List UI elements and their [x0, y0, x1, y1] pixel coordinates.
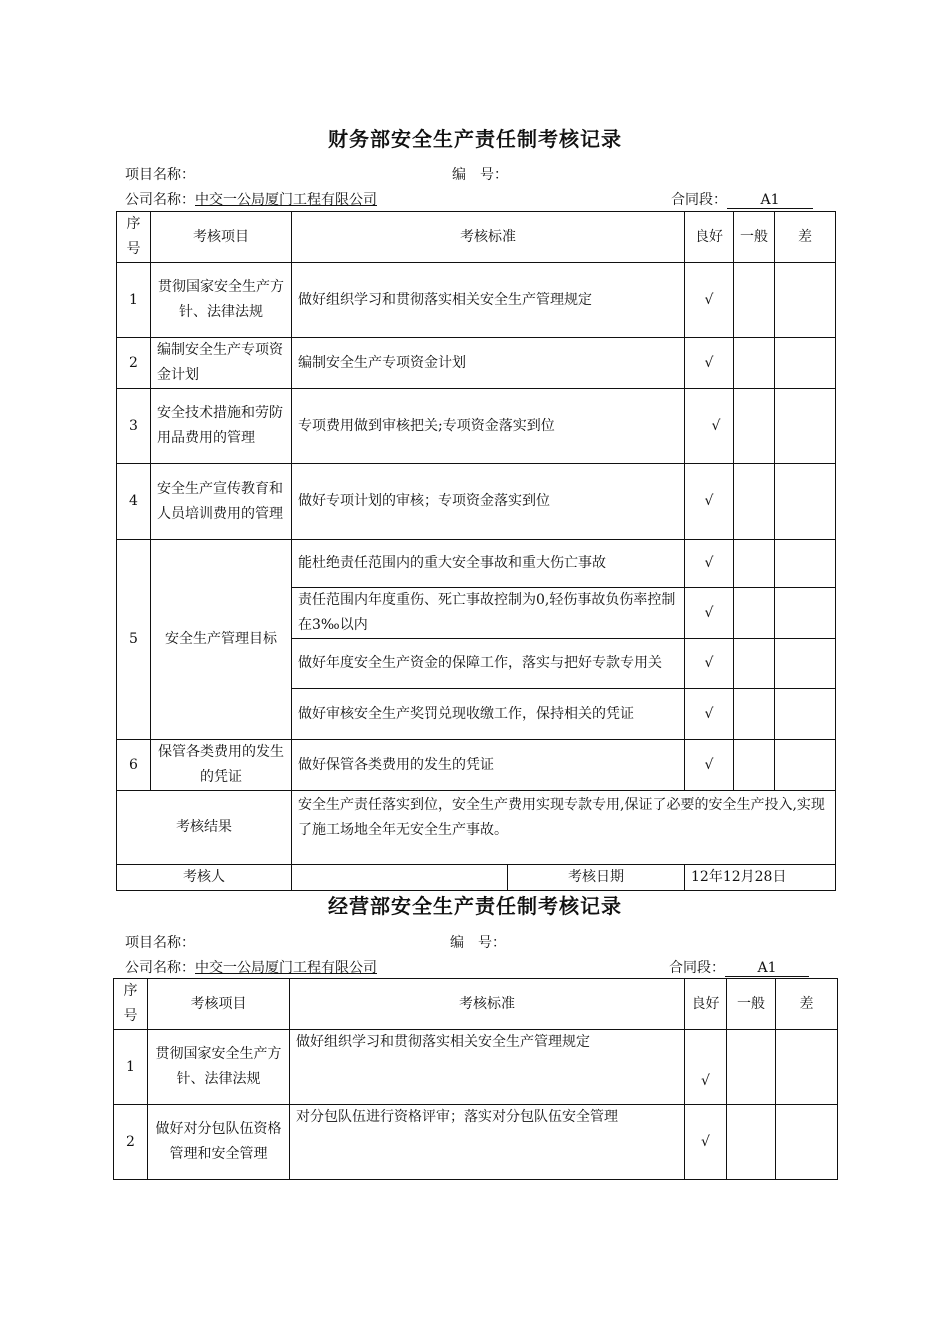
row-item: 贯彻国家安全生产方针、法律法规 [148, 1030, 290, 1105]
doc1-number-label: 编 号： [452, 167, 508, 183]
signature-split [292, 865, 685, 891]
row-item: 做好对分包队伍资格管理和安全管理 [148, 1105, 290, 1180]
doc1-title: 财务部安全生产责任制考核记录 [328, 127, 622, 151]
row-good-check: √ [685, 263, 734, 338]
row-good-check: √ [685, 1105, 727, 1180]
row-standard: 做好审核安全生产奖罚兑现收缴工作，保持相关的凭证 [292, 689, 685, 740]
result-row [117, 791, 836, 865]
row-fair [734, 689, 775, 740]
row-fair [727, 1030, 776, 1105]
row-poor [775, 464, 836, 540]
header-item: 考核项目 [151, 212, 292, 263]
doc1-company-row [125, 189, 377, 209]
doc2-company-name: 中交一公局厦门工程有限公司 [195, 960, 377, 976]
row-fair [734, 338, 775, 389]
row-item: 编制安全生产专项资金计划 [151, 338, 292, 389]
doc2-company-label: 公司名称： [125, 960, 195, 976]
header-fair: 一般 [734, 212, 775, 263]
row-fair [734, 639, 775, 689]
doc1-project-label: 项目名称： [125, 167, 195, 183]
doc2-title: 经营部安全生产责任制考核记录 [328, 894, 622, 918]
header-fair: 一般 [727, 979, 776, 1030]
row-standard: 做好组织学习和贯彻落实相关安全生产管理规定 [290, 1030, 685, 1105]
row-standard: 能杜绝责任范围内的重大安全事故和重大伤亡事故 [292, 540, 685, 588]
row-good-check: √ [685, 740, 734, 791]
row-fair [734, 263, 775, 338]
row-standard: 编制安全生产专项资金计划 [292, 338, 685, 389]
row-good-check: √ [685, 338, 734, 389]
result-label: 考核结果 [117, 791, 292, 865]
row-seq: 1 [117, 263, 151, 338]
result-text: 安全生产责任落实到位，安全生产费用实现专款专用,保证了必要的安全生产投入,实现了施工场地全年无安全生产事故。 [292, 791, 836, 865]
doc2-section-row [669, 957, 809, 977]
row-poor [775, 588, 836, 639]
row-good-check: √ [685, 464, 734, 540]
header-good: 良好 [685, 212, 734, 263]
doc1-table [116, 211, 836, 891]
row-poor [775, 639, 836, 689]
assessor-value [292, 865, 508, 890]
row-poor [776, 1030, 838, 1105]
table-row [114, 1030, 838, 1105]
row-fair [734, 464, 775, 540]
row-poor [776, 1105, 838, 1180]
row-good-check: √ [685, 540, 734, 588]
row-item: 安全生产管理目标 [151, 540, 292, 740]
doc1-company-name: 中交一公局厦门工程有限公司 [195, 192, 377, 208]
row-poor [775, 540, 836, 588]
row-standard: 专项费用做到审核把关;专项资金落实到位 [292, 389, 685, 464]
row-seq: 5 [117, 540, 151, 740]
table-row [117, 389, 836, 464]
row-item: 安全技术措施和劳防用品费用的管理 [151, 389, 292, 464]
row-good-check: √ [685, 389, 734, 464]
date-label: 考核日期 [568, 869, 624, 885]
row-poor [775, 389, 836, 464]
header-item: 考核项目 [148, 979, 290, 1030]
doc2-number-label: 编 号： [450, 935, 506, 951]
row-poor [775, 740, 836, 791]
doc1-company-label: 公司名称： [125, 192, 195, 208]
row-seq: 1 [114, 1030, 148, 1105]
row-fair [734, 389, 775, 464]
date-value: 12年12月28日 [685, 865, 836, 891]
row-standard: 做好年度安全生产资金的保障工作，落实与把好专款专用关 [292, 639, 685, 689]
row-seq: 4 [117, 464, 151, 540]
row-good-check: √ [685, 1030, 727, 1105]
header-poor: 差 [775, 212, 836, 263]
row-standard: 做好专项计划的审核；专项资金落实到位 [292, 464, 685, 540]
row-standard: 对分包队伍进行资格评审；落实对分包队伍安全管理 [290, 1105, 685, 1180]
header-poor: 差 [776, 979, 838, 1030]
doc1-section-label: 合同段： [671, 192, 727, 208]
doc2-table [113, 978, 838, 1180]
row-standard: 做好组织学习和贯彻落实相关安全生产管理规定 [292, 263, 685, 338]
row-item: 保管各类费用的发生的凭证 [151, 740, 292, 791]
row-item: 安全生产宣传教育和人员培训费用的管理 [151, 464, 292, 540]
row-seq: 2 [114, 1105, 148, 1180]
row-poor [775, 689, 836, 740]
header-standard: 考核标准 [290, 979, 685, 1030]
signature-row [117, 865, 836, 891]
row-fair [734, 540, 775, 588]
row-good-check: √ [685, 689, 734, 740]
row-standard: 责任范围内年度重伤、死亡事故控制为0,轻伤事故负伤率控制在3‰以内 [292, 588, 685, 639]
row-poor [775, 263, 836, 338]
table-row [117, 740, 836, 791]
doc2-section-value: A1 [725, 960, 809, 977]
row-good-check: √ [685, 639, 734, 689]
doc2-project-label: 项目名称： [125, 935, 195, 951]
row-fair [734, 740, 775, 791]
doc1-section-value: A1 [727, 192, 813, 209]
header-seq: 序号 [117, 212, 151, 263]
header-seq: 序号 [114, 979, 148, 1030]
assessor-label: 考核人 [117, 865, 292, 891]
row-fair [727, 1105, 776, 1180]
row-standard: 做好保管各类费用的发生的凭证 [292, 740, 685, 791]
doc1-section-row [671, 189, 813, 209]
table-row [117, 464, 836, 540]
table-row [117, 338, 836, 389]
header-standard: 考核标准 [292, 212, 685, 263]
header-good: 良好 [685, 979, 727, 1030]
doc2-section-label: 合同段： [669, 960, 725, 976]
doc2-company-row [125, 957, 377, 977]
table-row [117, 263, 836, 338]
row-fair [734, 588, 775, 639]
row-poor [775, 338, 836, 389]
row-item: 贯彻国家安全生产方针、法律法规 [151, 263, 292, 338]
row-seq: 6 [117, 740, 151, 791]
table-row [117, 540, 836, 588]
row-seq: 3 [117, 389, 151, 464]
row-seq: 2 [117, 338, 151, 389]
table-row [114, 1105, 838, 1180]
row-good-check: √ [685, 588, 734, 639]
